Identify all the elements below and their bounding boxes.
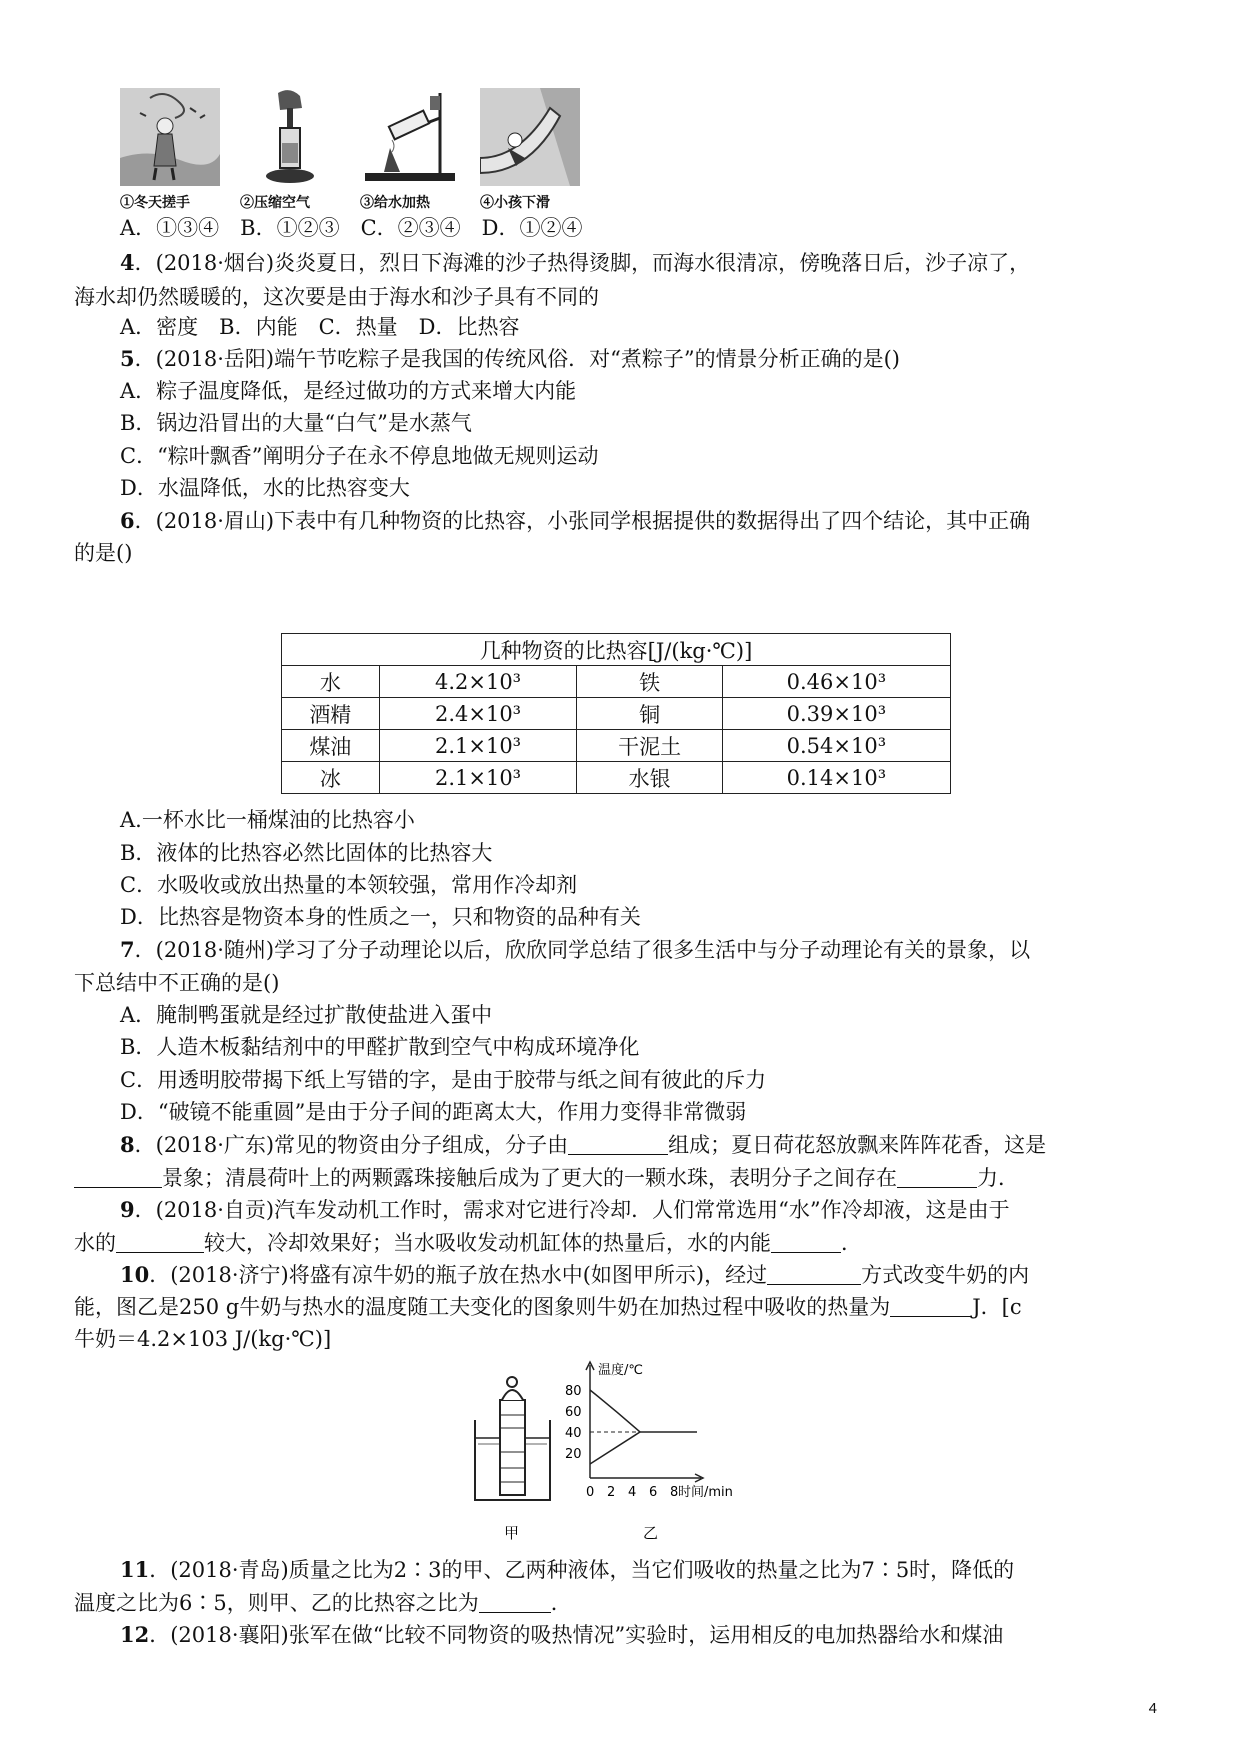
- table-cell: 铜: [577, 698, 722, 730]
- q7-option-a: A．腌制鸭蛋就是经过扩散使盐进入蛋中: [120, 1003, 493, 1027]
- q6-line1: [120, 506, 1030, 536]
- label-jia: 甲: [504, 1524, 520, 1542]
- table-cell: 4.2×10³: [379, 666, 577, 698]
- page-number: 4: [1148, 1700, 1157, 1717]
- table-title: 几种物资的比热容[J/(kg·℃)]: [282, 634, 951, 666]
- q10-line1: [120, 1260, 1029, 1290]
- q11-text: ．(2018·青岛)质量之比为2∶3的甲、乙两种液体，当它们吸收的热量之比为7∶5时，降低的: [149, 1558, 1015, 1582]
- q8-text-d: 力．: [977, 1166, 1019, 1190]
- q8-line2: [74, 1163, 1019, 1193]
- picture-child-sliding: [480, 88, 580, 186]
- x-tick-6: 6: [649, 1485, 658, 1500]
- q6-option-a: A.一杯水比一桶煤油的比热容小: [120, 808, 415, 832]
- q4-number: 4: [120, 250, 135, 275]
- q11-line2: [74, 1588, 572, 1618]
- q3-image-row: [120, 88, 590, 211]
- milk-curve: [590, 1432, 640, 1464]
- x-tick-4: 4: [628, 1485, 637, 1500]
- caption-4: ④小孩下滑: [480, 195, 550, 211]
- specific-heat-table: [281, 633, 951, 794]
- q9-text-a: 水的: [74, 1231, 116, 1255]
- q4-line1: [120, 248, 1030, 278]
- picture-compressing-air: [240, 88, 340, 186]
- table-cell: 铁: [577, 666, 722, 698]
- q9-line1: [120, 1195, 1010, 1225]
- y-tick-40: 40: [565, 1426, 582, 1441]
- caption-3: ③给水加热: [360, 195, 430, 211]
- q9-number: 9: [120, 1197, 135, 1222]
- caption-2: ②压缩空气: [240, 195, 310, 211]
- q6-option-d: D．比热容是物资本身的性质之一，只和物资的品种有关: [120, 905, 641, 929]
- x-tick-0: 0: [586, 1485, 595, 1500]
- table-cell: 0.14×10³: [722, 762, 950, 794]
- answer-blank[interactable]: [116, 1230, 204, 1253]
- q6-number: 6: [120, 508, 135, 533]
- table-cell: 煤油: [282, 730, 380, 762]
- answer-blank[interactable]: [479, 1590, 551, 1613]
- q11-number: 11: [120, 1557, 150, 1582]
- q9-text-c: ．: [841, 1231, 862, 1255]
- y-tick-60: 60: [565, 1405, 582, 1420]
- q6-text: ．(2018·眉山)下表中有几种物资的比热容，小张同学根据提供的数据得出了四个结论，其中正确: [134, 509, 1031, 533]
- x-axis-label: 时间/min: [678, 1485, 733, 1500]
- q8-line1: [120, 1130, 1046, 1160]
- table-cell: 0.54×10³: [722, 730, 950, 762]
- caption-1: ①冬天搓手: [120, 195, 190, 211]
- q12-number: 12: [120, 1622, 150, 1647]
- x-tick-2: 2: [607, 1485, 616, 1500]
- x-tick-8: 8: [670, 1485, 679, 1500]
- q6-line2: 的是(): [74, 541, 133, 565]
- q7-text: ．(2018·随州)学习了分子动理论以后，欣欣同学总结了很多生活中与分子动理论有关的景象，以: [134, 938, 1031, 962]
- q10-figure: [465, 1360, 805, 1545]
- q4-text: ．(2018·烟台)炎炎夏日，烈日下海滩的沙子热得烫脚，而海水很清凉，傍晚落日后，沙子凉了，: [134, 251, 1031, 275]
- table-cell: 2.1×10³: [379, 730, 577, 762]
- table-cell: 水: [282, 666, 380, 698]
- q5-number: 5: [120, 346, 135, 371]
- q7-option-c: C．用透明胶带揭下纸上写错的字，是由于胶带与纸之间有彼此的斥力: [120, 1068, 767, 1092]
- table-cell: 0.46×10³: [722, 666, 950, 698]
- q11-text-a: 温度之比为6∶5，则甲、乙的比热容之比为: [74, 1591, 479, 1615]
- q7-line1: [120, 935, 1030, 965]
- picture-heating-water: [360, 88, 460, 186]
- q4-line2: 海水却仍然暖暖的，这次要是由于海水和沙子具有不同的: [74, 285, 599, 309]
- q11-line1: [120, 1555, 1014, 1585]
- table-cell: 2.1×10³: [379, 762, 577, 794]
- picture-winter-hand-rubbing: [120, 88, 220, 186]
- table-cell: 水银: [577, 762, 722, 794]
- q5-option-d: D．水温降低，水的比热容变大: [120, 476, 410, 500]
- q12-line1: [120, 1620, 1003, 1650]
- q10-line3: 牛奶＝4.2×103 J/(kg·℃)]: [74, 1327, 332, 1351]
- q5-option-c: C．“粽叶飘香”阐明分子在永不停息地做无规则运动: [120, 444, 599, 468]
- q10-text-d: J．[c: [972, 1295, 1022, 1319]
- q7-number: 7: [120, 937, 135, 962]
- table-cell: 0.39×10³: [722, 698, 950, 730]
- table-cell: 酒精: [282, 698, 380, 730]
- q7-option-b: B．人造木板黏结剂中的甲醛扩散到空气中构成环境净化: [120, 1035, 640, 1059]
- q4-options: A．密度 B．内能 C．热量 D．比热容: [120, 315, 520, 339]
- answer-blank[interactable]: [74, 1165, 162, 1188]
- q10-number: 10: [120, 1262, 150, 1287]
- answer-blank[interactable]: [771, 1230, 841, 1253]
- table-row: [282, 666, 951, 698]
- q7-line2: 下总结中不正确的是(): [74, 971, 280, 995]
- q6-option-b: B．液体的比热容必然比固体的比热容大: [120, 841, 493, 865]
- milk-bottle-in-water-diagram: [475, 1377, 550, 1500]
- answer-blank[interactable]: [890, 1294, 972, 1317]
- table-row: [282, 698, 951, 730]
- q10-text-a: ．(2018·济宁)将盛有凉牛奶的瓶子放在热水中(如图甲所示)，经过: [149, 1263, 768, 1287]
- answer-blank[interactable]: [897, 1165, 977, 1188]
- q9-line2: [74, 1228, 862, 1258]
- q10-text-b: 方式改变牛奶的内: [861, 1263, 1030, 1287]
- temperature-time-graph: [565, 1362, 733, 1500]
- table-row: [282, 762, 951, 794]
- y-tick-20: 20: [565, 1447, 582, 1462]
- q6-option-c: C．水吸收或放出热量的本领较强，常用作冷却剂: [120, 873, 578, 897]
- q11-text-b: ．: [550, 1591, 572, 1615]
- q12-text: ．(2018·襄阳)张军在做“比较不同物资的吸热情况”实验时，运用相反的电加热器给水和煤油: [149, 1623, 1004, 1647]
- table-row: [282, 730, 951, 762]
- table-cell: 2.4×10³: [379, 698, 577, 730]
- q5-line1: [120, 344, 900, 374]
- q9-text-b: 较大，冷却效果好；当水吸收发动机缸体的热量后，水的内能: [204, 1231, 771, 1255]
- q10-text-c: 能，图乙是250 g牛奶与热水的温度随工夫变化的图象则牛奶在加热过程中吸收的热量为: [74, 1295, 891, 1319]
- q5-option-a: A．粽子温度降低，是经过做功的方式来增大内能: [120, 379, 577, 403]
- q9-text: ．(2018·自贡)汽车发动机工作时，需求对它进行冷却．人们常常选用“水”作冷却液，这是由于: [134, 1198, 1010, 1222]
- q5-option-b: B．锅边沿冒出的大量“白气”是水蒸气: [120, 411, 472, 435]
- q3-options: A．①③④ B．①②③ C．②③④ D．①②④: [120, 216, 583, 240]
- q8-text-a: ．(2018·广东)常见的物资由分子组成，分子由: [134, 1133, 569, 1157]
- q8-number: 8: [120, 1132, 135, 1157]
- table-cell: 冰: [282, 762, 380, 794]
- y-tick-80: 80: [565, 1384, 582, 1399]
- answer-blank[interactable]: [568, 1132, 668, 1155]
- y-axis-label: 温度/℃: [598, 1363, 643, 1378]
- q5-text: ．(2018·岳阳)端午节吃粽子是我国的传统风俗．对“煮粽子”的情景分析正确的是(): [134, 347, 900, 371]
- label-yi: 乙: [643, 1524, 659, 1542]
- q8-text-c: 景象；清晨荷叶上的两颗露珠接触后成为了更大的一颗水珠，表明分子之间存在: [162, 1166, 897, 1190]
- answer-blank[interactable]: [767, 1262, 861, 1285]
- q7-option-d: D．“破镜不能重圆”是由于分子间的距离太大，作用力变得非常微弱: [120, 1100, 747, 1124]
- q10-line2: [74, 1292, 1022, 1322]
- q8-text-b: 组成；夏日荷花怒放飘来阵阵花香，这是: [668, 1133, 1047, 1157]
- hot-water-curve: [590, 1390, 640, 1432]
- table-cell: 干泥土: [577, 730, 722, 762]
